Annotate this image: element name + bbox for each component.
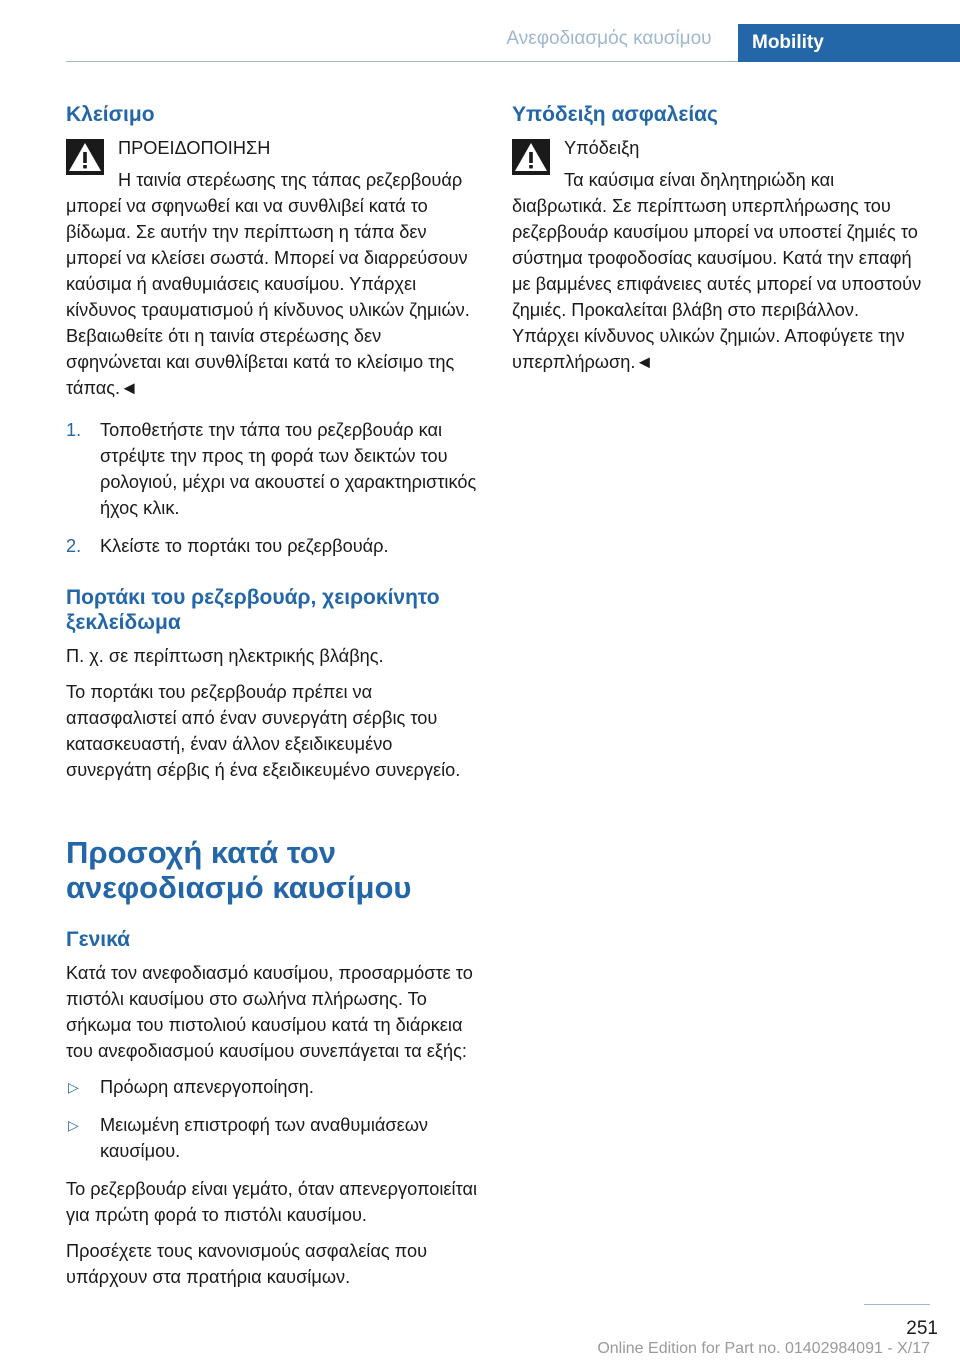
closing-steps	[66, 417, 480, 559]
list-item	[66, 417, 480, 521]
header-section-title: Ανεφοδιασμός καυσίμου	[506, 28, 712, 49]
attention-heading: Προσοχή κατά τον ανεφοδιασμό καυσίμου	[66, 835, 412, 905]
general-bullets	[66, 1074, 480, 1164]
edition-footer: Online Edition for Part no. 01402984091 - X/17	[597, 1340, 930, 1357]
step-number: 2.	[66, 536, 82, 556]
general-heading: Γενικά	[66, 928, 131, 951]
step-text: Τοποθετήστε την τάπα του ρεζερβουάρ και στρέψτε την προς τη φορά των δεικτών του ρολογιού, μέχρι να ακουστεί ο χαρακτηριστικός ήχος κλικ.	[100, 420, 477, 518]
list-item	[66, 1112, 480, 1164]
notice-body: Τα καύσιμα είναι δηλητηριώδη και διαβρωτικά. Σε περίπτωση υπερπλήρωσης του ρεζερβουάρ καυσίμου μπορεί να υποστεί ζημιές το σύστημα τροφοδοσίας καυσίμου. Κατά την επαφή με βαμμένες επιφάνειες αυτές μπορεί να υποστούν ζημιές. Προκαλείται βλάβη στο περιβάλλον. Υπάρχει κίνδυνος υλικών ζημιών. Αποφύγετε την υπερπλήρωση.◄	[512, 170, 922, 372]
page-number: 251	[906, 1318, 938, 1339]
general-paragraph-2: Το ρεζερβουάρ είναι γεμάτο, όταν απενεργοποιείται για πρώτη φορά το πιστόλι καυσίμου.	[66, 1179, 478, 1225]
warning-box	[66, 135, 480, 401]
list-item	[66, 533, 480, 559]
warning-triangle-icon	[512, 139, 550, 175]
bullet-triangle-icon: ▷	[68, 1117, 79, 1133]
step-number: 1.	[66, 420, 82, 440]
bullet-text: Πρόωρη απενεργοποίηση.	[100, 1077, 314, 1097]
safety-heading: Υπόδειξη ασφαλείας	[512, 103, 718, 126]
general-paragraph-1: Κατά τον ανεφοδιασμό καυσίμου, προσαρμόστε το πιστόλι καυσίμου στο σωλήνα πλήρωσης. Το σήκωμα του πιστολιού καυσίμου κατά τη διάρκεια του ανεφοδιασμού καυσίμου συνεπάγεται τα εξής:	[66, 963, 473, 1061]
list-item	[66, 1074, 480, 1100]
footer-rule	[864, 1304, 930, 1305]
bullet-text: Μειωμένη επιστροφή των αναθυμιάσεων καυσίμου.	[100, 1115, 428, 1161]
page-header	[0, 0, 960, 62]
right-column	[512, 98, 926, 391]
warning-title: ΠΡΟΕΙΔΟΠΟΙΗΣΗ	[118, 138, 271, 158]
warning-body: Η ταινία στερέωσης της τάπας ρεζερβουάρ μπορεί να σφηνωθεί και να συνθλιβεί κατά το βίδωμα. Σε αυτήν την περίπτωση η τάπα δεν μπορεί να κλείσει σωστά. Μπορεί να διαρρεύσουν καύσιμα ή αναθυμιάσεις καυσίμου. Υπάρχει κίνδυνος τραυματισμού ή κίνδυνος υλικών ζημιών. Βεβαιωθείτε ότι η ταινία στερέωσης δεν σφηνώνεται και συνθλίβεται κατά το κλείσιμο της τάπας.◄	[66, 170, 470, 398]
header-rule	[66, 61, 738, 62]
manual-release-paragraph-1: Π. χ. σε περίπτωση ηλεκτρικής βλάβης.	[66, 646, 384, 666]
bullet-triangle-icon: ▷	[68, 1079, 79, 1095]
closing-heading: Κλείσιμο	[66, 103, 155, 126]
left-column	[66, 98, 480, 1300]
notice-title: Υπόδειξη	[564, 138, 640, 158]
manual-release-heading: Πορτάκι του ρεζερβουάρ, χειροκίνητο ξεκλείδωμα	[66, 586, 440, 634]
header-chapter-tab: Mobility	[738, 24, 960, 62]
notice-box	[512, 135, 926, 375]
general-paragraph-3: Προσέχετε τους κανονισμούς ασφαλείας που υπάρχουν στα πρατήρια καυσίμων.	[66, 1241, 428, 1287]
warning-triangle-icon	[66, 139, 104, 175]
manual-release-paragraph-2: Το πορτάκι του ρεζερβουάρ πρέπει να απασφαλιστεί από έναν συνεργάτη σέρβις του κατασκευαστή, έναν άλλον εξειδικευμένο συνεργάτη σέρβις ή ένα εξειδικευμένο συνεργείο.	[66, 682, 461, 780]
step-text: Κλείστε το πορτάκι του ρεζερβουάρ.	[100, 536, 389, 556]
